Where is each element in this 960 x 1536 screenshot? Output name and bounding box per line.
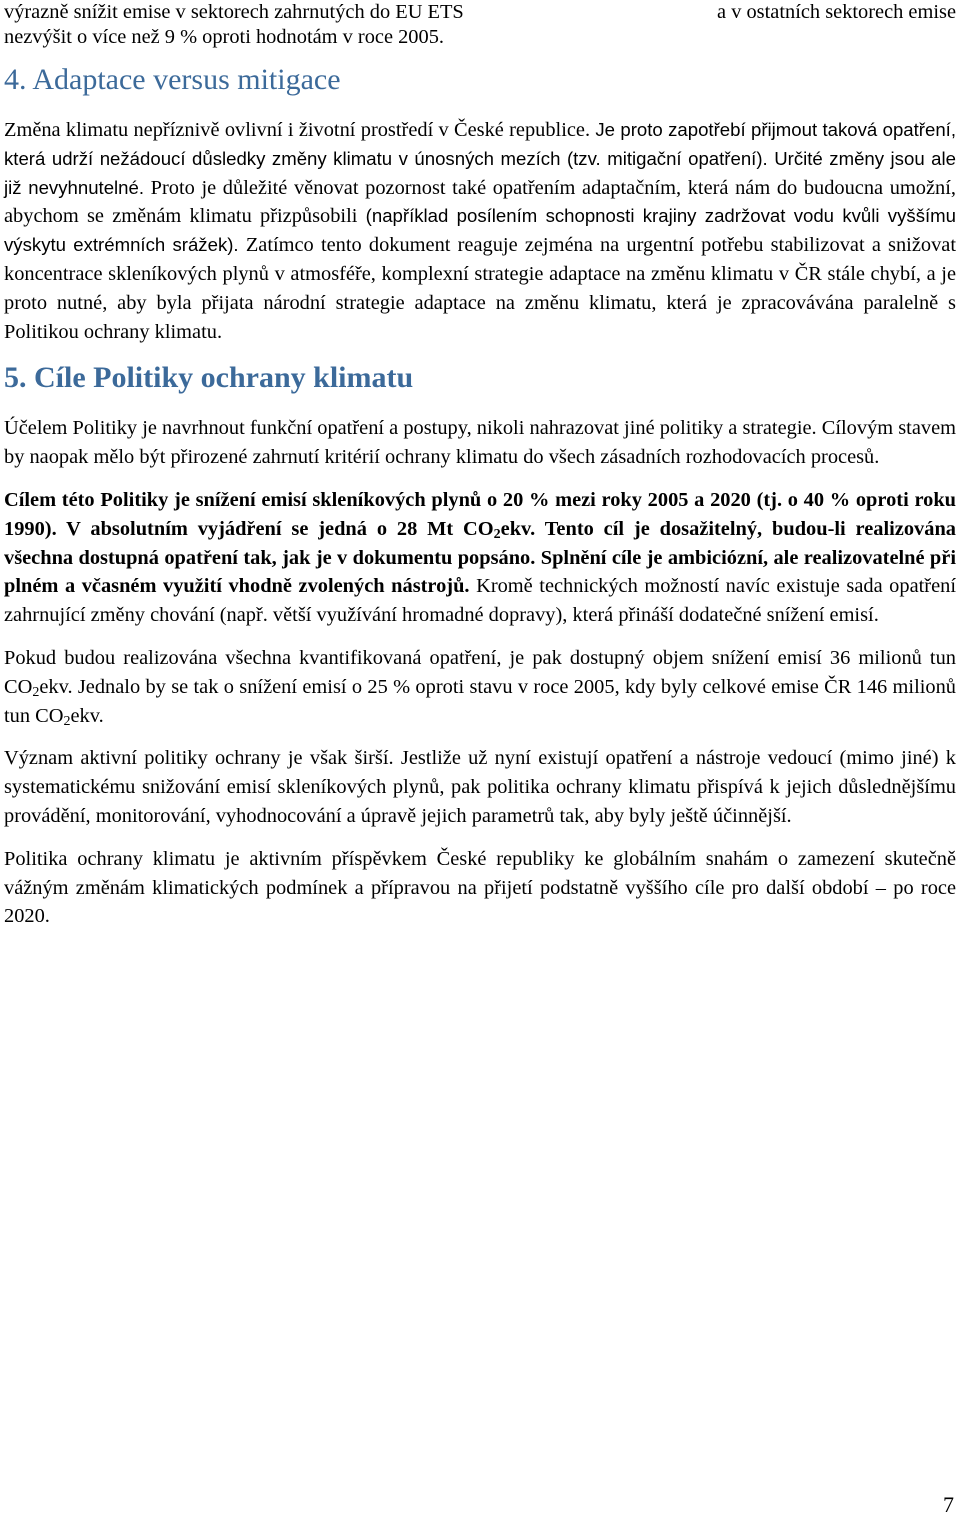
section-4-text-4: (například posílením schopnosti krajiny zadržovat vodu kvůli vyššímu výskytu extrémních srážek). <box>4 205 956 256</box>
section-4-text-3: Proto je důležité věnovat pozornost také opatřením adaptačním, která nám do budoucna umožní, abychom se změnám klimatu přizpůsobili <box>4 176 956 228</box>
quantified-subscript-1: 2 <box>32 684 40 700</box>
goal-text-2: ekv. Tento cíl je dosažitelný, budou-li realizována všechna dostupná opatření tak, jak je v dokumentu popsáno. Splnění cíle je ambiciózní, ale realizovatelné při plném a včasném využití vhodně zvolených nástrojů. <box>4 517 956 598</box>
carryover-left: výrazně snížit emise v sektorech zahrnutých do EU ETS <box>4 1 464 23</box>
section-5-paragraph-2 <box>4 486 956 630</box>
quantified-text-3: ekv. <box>70 704 104 727</box>
page-number: 7 <box>943 1492 954 1517</box>
section-4-text-2: Je proto zapotřebí přijmout taková opatření, která udrží nežádoucí důsledky změny klimatu v únosných mezích (tzv. mitigační opatření). Určité změny jsou ale již nevyhnutelné. <box>4 119 956 198</box>
section-5-paragraph-1: Účelem Politiky je navrhnout funkční opatření a postupy, nikoli nahrazovat jiné politiky a strategie. Cílovým stavem by naopak mělo být přirozené zahrnutí kritérií ochrany klimatu do všech zásadních rozhodovacích procesů. <box>4 417 956 469</box>
quantified-text-1: Pokud budou realizována všechna kvantifikovaná opatření, je pak dostupný objem snížení emisí 36 milionů tun CO <box>4 646 956 698</box>
section-5-heading: 5. Cíle Politiky ochrany klimatu <box>4 361 414 395</box>
section-5-paragraph-5: Politika ochrany klimatu je aktivním příspěvkem České republiky ke globálním snahám o zamezení skutečně vážným změnám klimatických podmínek a přípravou na přijetí podstatně vyššího cíle pro další období – po roce 2020. <box>4 847 956 928</box>
section-4-heading: 4. Adaptace versus mitigace <box>4 63 341 96</box>
section-5-paragraph-4: Význam aktivní politiky ochrany je však širší. Jestliže už nyní existují opatření a nástroje vedoucí (mimo jiné) k systematickému snižování emisí skleníkových plynů, pak politika ochrany klimatu přispívá k jejich důslednějšímu provádění, monitorování, vyhodnocování a úpravě jejich parametrů tak, aby byly ještě účinnější. <box>4 747 956 827</box>
carryover-right: a v ostatních sektorech emise <box>717 1 956 23</box>
quantified-subscript-2: 2 <box>63 713 71 729</box>
goal-text-1: Cílem této Politiky je snížení emisí skleníkových plynů o 20 % mezi roky 2005 a 2020 (tj. o 40 % oproti roku 1990). V absolutním vyjádření se jedná o 28 Mt CO <box>4 488 956 540</box>
quantified-text-2: ekv. Jednalo by se tak o snížení emisí o 25 % oproti stavu v roce 2005, kdy byly celkové emise ČR 146 milionů tun CO <box>4 675 956 727</box>
goal-subscript: 2 <box>493 526 501 542</box>
section-4-paragraph <box>4 116 956 346</box>
goal-text-3: Kromě technických možností navíc existuje sada opatření zahrnující změny chování (např. větší využívání hromadné dopravy), která přináší dodatečné snížení emisí. <box>4 575 956 627</box>
document-page <box>4 0 956 931</box>
section-4-text-5: Zatímco tento dokument reaguje zejména na urgentní potřebu stabilizovat a snižovat koncentrace skleníkových plynů v atmosféře, komplexní strategie adaptace na změnu klimatu v ČR stále chybí, a je proto nutné, aby byla přijata národní strategie adaptace na změnu klimatu, která je zpracovávána paralelně s Politikou ochrany klimatu. <box>4 234 957 343</box>
carryover-line <box>4 0 956 24</box>
section-4-text-1: Změna klimatu nepříznivě ovlivní i životní prostředí v České republice. <box>4 119 591 141</box>
section-5-paragraph-3 <box>4 644 956 730</box>
carryover-line-2: nezvýšit o více než 9 % oproti hodnotám v roce 2005. <box>4 26 444 48</box>
